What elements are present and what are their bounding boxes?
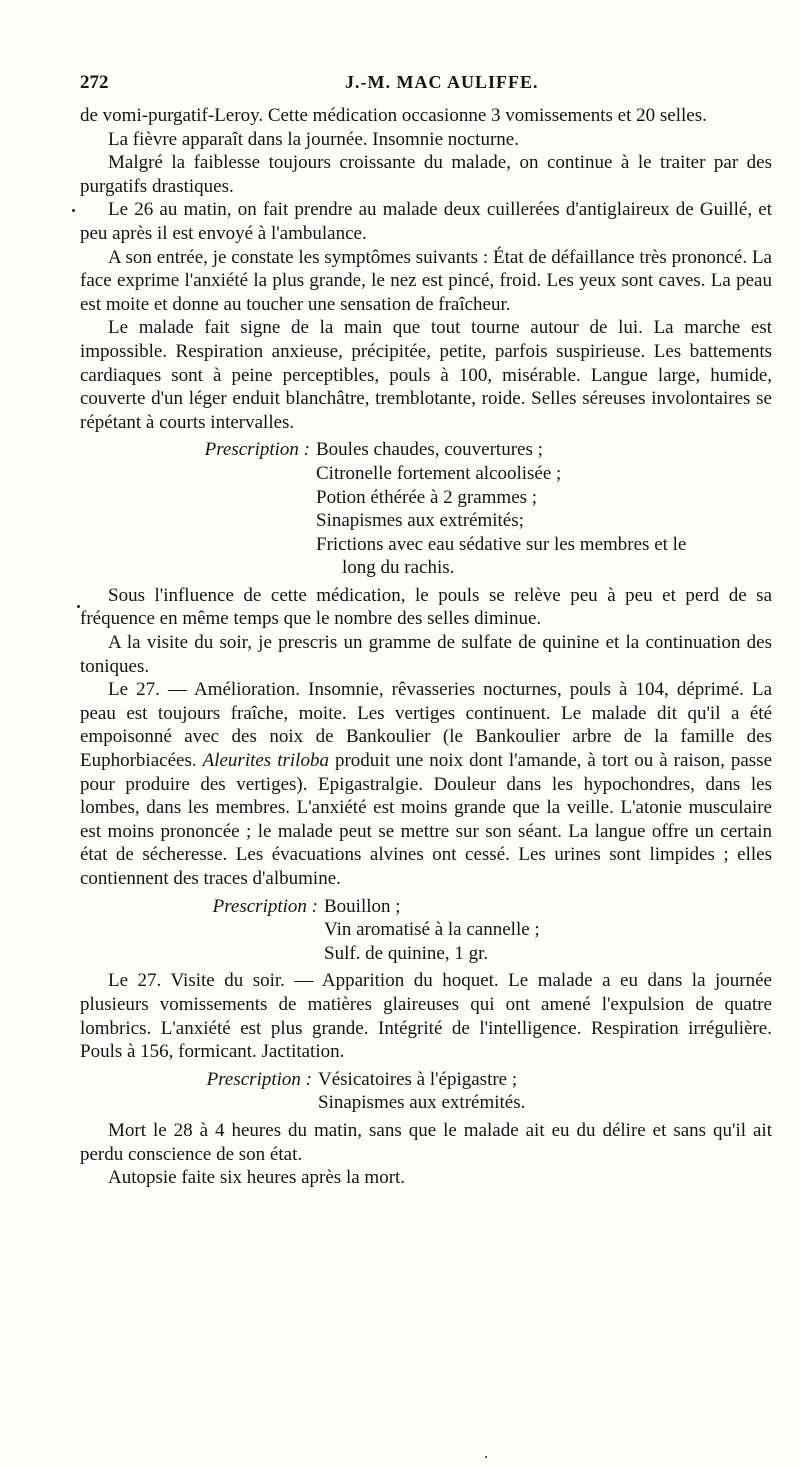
prescription-label: Prescription : bbox=[212, 895, 318, 917]
prescription-block-3 bbox=[80, 1068, 772, 1115]
prescription-item: long du rachis. bbox=[342, 557, 455, 579]
prescription-label: Prescription : bbox=[206, 1068, 312, 1090]
prescription-item: Citronelle fortement alcoolisée ; bbox=[316, 462, 562, 484]
paragraph-continued: de vomi-purgatif-Leroy. Cette médication occasionne 3 vomissements et 20 selles. bbox=[80, 105, 707, 126]
paragraph-le-27 bbox=[80, 678, 772, 890]
prescription-item: Vésicatoires à l'épigastre ; bbox=[318, 1068, 518, 1090]
prescription-item: Sinapismes aux extrémités. bbox=[318, 1092, 526, 1114]
paragraph: Le 26 au matin, on fait prendre au malade deux cuillerées d'antiglaireux de Guillé, et peu après il est envoyé à l'ambulance. bbox=[80, 199, 772, 244]
page-header bbox=[80, 72, 770, 102]
prescription-item: Potion éthérée à 2 grammes ; bbox=[316, 486, 538, 508]
prescription-item: Bouillon ; bbox=[324, 895, 401, 917]
prescription-item: Sulf. de quinine, 1 gr. bbox=[324, 942, 489, 964]
text-run: produit une noix dont l'amande, à tort ou à raison, passe pour produire des vertiges). Epigastralgie. Douleur dans les hypochondres, dans les lombes, dans les membres. L'anxiété est moins grande que la veille. L'atonie musculaire est moins prononcée ; le malade peut se mettre sur son séant. La langue offre un certain état de sécheresse. Les évacuations alvines ont cessé. Les urines sont limpides ; elles contiennent des traces d'albumine. bbox=[80, 750, 773, 889]
body-text bbox=[80, 104, 772, 1190]
paragraph: La fièvre apparaît dans la journée. Insomnie nocturne. bbox=[108, 128, 519, 150]
prescription-block-2 bbox=[80, 895, 772, 966]
scan-speck bbox=[485, 1456, 487, 1458]
scan-speck bbox=[72, 209, 75, 212]
running-head: J.-M. MAC AULIFFE. bbox=[345, 72, 539, 92]
paragraph: Le malade fait signe de la main que tout tourne autour de lui. La marche est impossible. Respiration anxieuse, précipitée, petite, parfois suspirieuse. Les battements cardiaques sont à peine perceptibles, pouls à 100, misérable. Langue large, humide, couverte d'un léger enduit blanchâtre, tremblotante, roide. Selles séreuses involontaires se répétant à courts intervalles. bbox=[80, 317, 772, 433]
prescription-label: Prescription : bbox=[204, 439, 310, 461]
species-name: Aleurites triloba bbox=[202, 750, 329, 772]
page-number: 272 bbox=[80, 72, 109, 93]
paragraph: Malgré la faiblesse toujours croissante du malade, on continue à le traiter par des purgatifs drastiques. bbox=[80, 152, 772, 197]
prescription-item: Vin aromatisé à la cannelle ; bbox=[324, 919, 540, 941]
paragraph: Le 27. Visite du soir. — Apparition du hoquet. Le malade a eu dans la journée plusieurs vomissements de matières glaireuses qui ont amené l'expulsion de quatre lombrics. L'anxiété est plus grande. Intégrité de l'intelligence. Respiration irrégulière. Pouls à 156, formicant. Jactitation. bbox=[80, 970, 772, 1063]
prescription-block-1 bbox=[80, 438, 772, 580]
prescription-item: Boules chaudes, couvertures ; bbox=[316, 439, 543, 461]
paragraph: A son entrée, je constate les symptômes suivants : État de défaillance très prononcé. La face exprime l'anxiété la plus grande, le nez est pincé, froid. Les yeux sont caves. La peau est moite et donne au toucher une sensation de fraîcheur. bbox=[80, 246, 772, 315]
paragraph: Autopsie faite six heures après la mort. bbox=[108, 1167, 406, 1189]
paragraph: A la visite du soir, je prescris un gramme de sulfate de quinine et la continuation des toniques. bbox=[80, 632, 772, 677]
paragraph: Sous l'influence de cette médication, le pouls se relève peu à peu et perd de sa fréquence en même temps que le nombre des selles diminue. bbox=[80, 584, 772, 630]
prescription-item: Frictions avec eau sédative sur les membres et le bbox=[316, 533, 687, 555]
text-run: Le 27. — Amélioration. Insomnie, rêvasseries nocturnes, pouls à 104, déprimé. La peau est toujours fraîche, moite. Les vertiges continuent. Le malade dit qu'il a été empoisonné avec des noix de Bankoulier (le Bankoulier arbre de la famille des Euphorbiacées. bbox=[80, 679, 772, 772]
paragraph: Mort le 28 à 4 heures du matin, sans que le malade ait eu du délire et sans qu'il ait perdu conscience de son état. bbox=[80, 1119, 772, 1165]
prescription-item: Sinapismes aux extrémités; bbox=[316, 510, 524, 532]
scan-speck bbox=[77, 605, 80, 608]
